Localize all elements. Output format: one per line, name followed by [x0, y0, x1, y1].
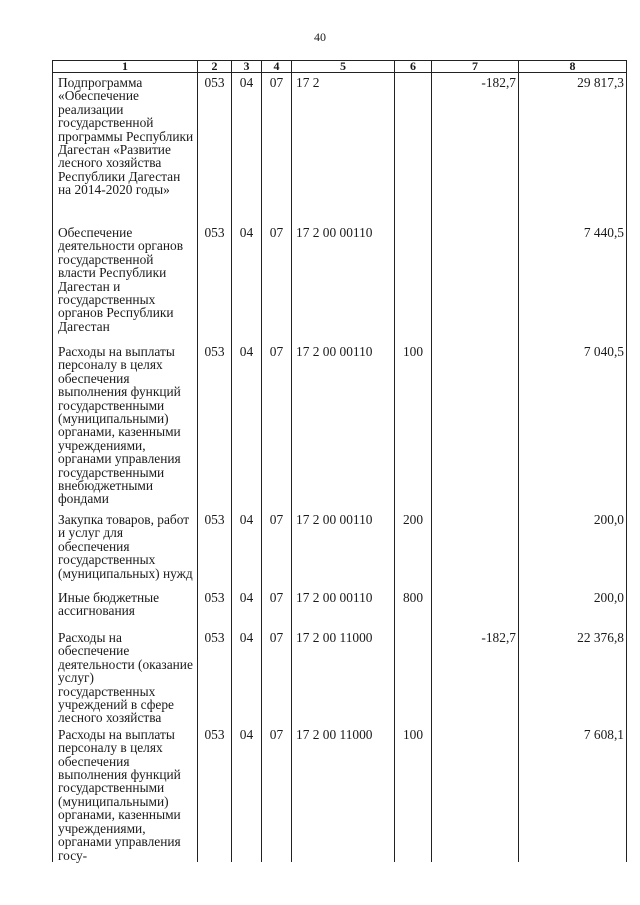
cell-expense-type: [395, 628, 432, 725]
cell-target-article: 17 2 00 11000: [292, 725, 395, 862]
cell-ministry-code: 053: [198, 223, 232, 342]
cell-change-amount: [432, 223, 519, 342]
cell-target-article: 17 2 00 11000: [292, 628, 395, 725]
header-row: [53, 61, 627, 73]
table-row: [53, 223, 627, 342]
budget-table: [52, 60, 627, 862]
cell-subsection-code: 07: [262, 342, 292, 510]
table-row: [53, 342, 627, 510]
cell-subsection-code: 07: [262, 725, 292, 862]
row-name: Обеспечение деятельности органов государственной власти Республики Дагестан и государственных органов Республики Дагестан: [53, 223, 198, 342]
cell-total-amount: 7 440,5: [519, 223, 627, 342]
cell-section-code: 04: [232, 510, 262, 588]
cell-subsection-code: 07: [262, 73, 292, 224]
col-header-3: 3: [232, 61, 262, 73]
col-header-7: 7: [432, 61, 519, 73]
table-row: [53, 588, 627, 628]
col-header-2: 2: [198, 61, 232, 73]
cell-change-amount: -182,7: [432, 628, 519, 725]
cell-change-amount: [432, 725, 519, 862]
cell-total-amount: 7 040,5: [519, 342, 627, 510]
cell-total-amount: 29 817,3: [519, 73, 627, 224]
cell-total-amount: 7 608,1: [519, 725, 627, 862]
row-name: Закупка товаров, работ и услуг для обеспечения государственных (муниципальных) нужд: [53, 510, 198, 588]
row-name: Подпрограмма «Обеспечение реализации государственной программы Республики Дагестан «Развитие лесного хозяйства Республики Дагестан на 2014-2020 годы»: [53, 73, 198, 224]
table-row: [53, 510, 627, 588]
cell-expense-type: 200: [395, 510, 432, 588]
cell-target-article: 17 2 00 00110: [292, 342, 395, 510]
cell-section-code: 04: [232, 223, 262, 342]
cell-ministry-code: 053: [198, 73, 232, 224]
cell-subsection-code: 07: [262, 628, 292, 725]
row-name: Иные бюджетные ассигнования: [53, 588, 198, 628]
col-header-6: 6: [395, 61, 432, 73]
cell-subsection-code: 07: [262, 223, 292, 342]
cell-subsection-code: 07: [262, 510, 292, 588]
row-name: Расходы на обеспечение деятельности (оказание услуг) государственных учреждений в сфере лесного хозяйства: [53, 628, 198, 725]
cell-expense-type: [395, 223, 432, 342]
cell-ministry-code: 053: [198, 588, 232, 628]
cell-change-amount: [432, 342, 519, 510]
cell-subsection-code: 07: [262, 588, 292, 628]
cell-section-code: 04: [232, 725, 262, 862]
cell-expense-type: 800: [395, 588, 432, 628]
cell-target-article: 17 2: [292, 73, 395, 224]
col-header-4: 4: [262, 61, 292, 73]
cell-target-article: 17 2 00 00110: [292, 588, 395, 628]
row-name: Расходы на выплаты персоналу в целях обеспечения выполнения функций государственными (муниципальными) органами, казенными учреждениями, органами управления госу-: [53, 725, 198, 862]
cell-ministry-code: 053: [198, 725, 232, 862]
page-number: 40: [314, 30, 326, 44]
row-name: Расходы на выплаты персоналу в целях обеспечения выполнения функций государственными (муниципальными) органами, казенными учреждениями, органами управления государственными внебюджетными фондами: [53, 342, 198, 510]
cell-change-amount: [432, 588, 519, 628]
cell-section-code: 04: [232, 588, 262, 628]
table-row: [53, 725, 627, 862]
table-row: [53, 628, 627, 725]
cell-expense-type: 100: [395, 725, 432, 862]
table-row: [53, 73, 627, 224]
cell-section-code: 04: [232, 342, 262, 510]
cell-ministry-code: 053: [198, 510, 232, 588]
col-header-5: 5: [292, 61, 395, 73]
cell-ministry-code: 053: [198, 342, 232, 510]
cell-expense-type: [395, 73, 432, 224]
cell-section-code: 04: [232, 628, 262, 725]
cell-target-article: 17 2 00 00110: [292, 223, 395, 342]
cell-expense-type: 100: [395, 342, 432, 510]
cell-total-amount: 200,0: [519, 510, 627, 588]
cell-target-article: 17 2 00 00110: [292, 510, 395, 588]
cell-section-code: 04: [232, 73, 262, 224]
cell-total-amount: 200,0: [519, 588, 627, 628]
cell-ministry-code: 053: [198, 628, 232, 725]
cell-change-amount: -182,7: [432, 73, 519, 224]
cell-change-amount: [432, 510, 519, 588]
col-header-8: 8: [519, 61, 627, 73]
cell-total-amount: 22 376,8: [519, 628, 627, 725]
col-header-1: 1: [53, 61, 198, 73]
